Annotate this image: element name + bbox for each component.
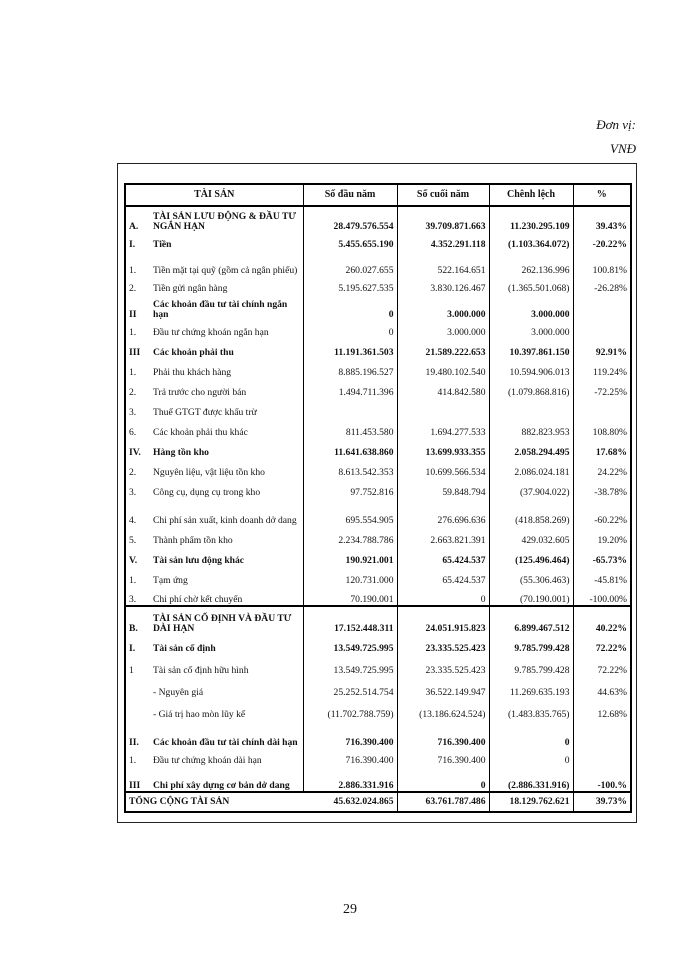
row-name: Các khoản đầu tư tài chính ngắn hạn: [150, 294, 303, 320]
row-start: 11.641.638.860: [303, 438, 397, 458]
row-start: 13.549.725.995: [303, 634, 397, 654]
row-diff: (1.483.835.765): [489, 698, 573, 720]
row-number: 2.: [129, 467, 137, 478]
row-name: Tài sản cố định: [150, 634, 303, 654]
row-name: Tài sản cố định hữu hình: [150, 654, 303, 676]
table-row: [125, 358, 631, 378]
row-number: III: [129, 780, 141, 791]
row-pct: -26.28%: [594, 283, 628, 294]
header-percent: %: [573, 184, 631, 206]
row-end: 59.848.794: [397, 478, 489, 498]
row-diff: (55.306.463): [489, 566, 573, 586]
row-start: 97.752.816: [303, 478, 397, 498]
row-name: Trả trước cho người bán: [150, 378, 303, 398]
row-end: 522.164.651: [397, 250, 489, 276]
row-number: 2.: [129, 387, 137, 398]
table-row: [125, 250, 631, 276]
row-name: Đầu tư chứng khoán ngắn hạn: [150, 320, 303, 338]
row-pct: 72.22%: [597, 665, 628, 676]
row-name: Tiền gửi ngân hàng: [150, 276, 303, 294]
table-row: [125, 294, 631, 320]
table-row: [125, 526, 631, 546]
total-end: 63.761.787.486: [397, 792, 489, 812]
row-pct: -60.22%: [594, 515, 628, 526]
row-number: V.: [129, 555, 138, 566]
row-diff: 0: [489, 748, 573, 766]
row-start: 120.731.000: [303, 566, 397, 586]
row-end: 0: [397, 766, 489, 792]
table-row: [125, 320, 631, 338]
row-end: 716.390.400: [397, 720, 489, 748]
table-row: [125, 458, 631, 478]
table-row: [125, 232, 631, 250]
row-start: 260.027.655: [303, 250, 397, 276]
row-number: A.: [129, 221, 139, 232]
row-diff: 11.269.635.193: [489, 676, 573, 698]
row-name: Đầu tư chứng khoán dài hạn: [150, 748, 303, 766]
table-row: [125, 634, 631, 654]
row-number: 3.: [129, 407, 137, 418]
row-start: [303, 398, 397, 418]
row-number: 5.: [129, 535, 137, 546]
row-name: - Nguyên giá: [150, 676, 303, 698]
table-row: [125, 418, 631, 438]
row-start: 25.252.514.754: [303, 676, 397, 698]
row-number: 3.: [129, 594, 137, 605]
row-end: 414.842.580: [397, 378, 489, 398]
row-end: 3.830.126.467: [397, 276, 489, 294]
row-pct: [573, 720, 631, 748]
row-diff: 3.000.000: [489, 320, 573, 338]
row-diff: 0: [489, 720, 573, 748]
row-diff: 262.136.996: [489, 250, 573, 276]
row-pct: [573, 294, 631, 320]
table-row: [125, 398, 631, 418]
row-end: 65.424.537: [397, 566, 489, 586]
row-name: Chi phí sản xuất, kinh doanh dở dang: [150, 498, 303, 526]
row-diff: (1.365.501.068): [489, 276, 573, 294]
row-end: 23.335.525.423: [397, 654, 489, 676]
row-name: TÀI SẢN CỐ ĐỊNH VÀ ĐẦU TƯ DÀI HẠN: [150, 606, 303, 634]
row-pct: 19.20%: [597, 535, 628, 546]
row-start: 5.455.655.190: [303, 232, 397, 250]
row-number: 1.: [129, 265, 137, 276]
row-diff: (1.103.364.072): [489, 232, 573, 250]
row-name: Chi phí xây dựng cơ bản dở dang: [150, 766, 303, 792]
row-start: 11.191.361.503: [303, 338, 397, 358]
row-name: TÀI SẢN LƯU ĐỘNG & ĐẦU TƯ NGẮN HẠN: [150, 206, 303, 232]
unit-currency: VNĐ: [610, 141, 636, 156]
row-diff: (2.886.331.916): [489, 766, 573, 792]
row-end: 3.000.000: [397, 320, 489, 338]
row-start: 0: [303, 320, 397, 338]
row-number: III: [129, 347, 141, 358]
row-pct: 72.22%: [595, 643, 628, 654]
row-number: [125, 676, 150, 698]
row-start: 811.453.580: [303, 418, 397, 438]
row-end: 3.000.000: [397, 294, 489, 320]
row-diff: 429.032.605: [489, 526, 573, 546]
row-pct: [573, 320, 631, 338]
row-start: 1.494.711.396: [303, 378, 397, 398]
row-end: 13.699.933.355: [397, 438, 489, 458]
row-start: 8.613.542.353: [303, 458, 397, 478]
row-pct: -100.00%: [589, 594, 628, 605]
row-name: Hàng tồn kho: [150, 438, 303, 458]
row-number: 1.: [129, 367, 137, 378]
row-diff: 9.785.799.428: [489, 654, 573, 676]
row-pct: -72.25%: [594, 387, 628, 398]
row-pct: 44.63%: [597, 687, 628, 698]
row-end: 4.352.291.118: [397, 232, 489, 250]
row-pct: 24.22%: [597, 467, 628, 478]
row-pct: 12.68%: [597, 709, 628, 720]
row-pct: [573, 748, 631, 766]
row-number: B.: [125, 606, 150, 634]
row-name: Công cụ, dụng cụ trong kho: [150, 478, 303, 498]
row-start: 70.190.001: [303, 586, 397, 606]
row-diff: (70.190.001): [489, 586, 573, 606]
table-row: [125, 498, 631, 526]
row-number: I.: [129, 239, 136, 250]
table-row: [125, 206, 631, 232]
row-pct: [573, 398, 631, 418]
header-difference: Chênh lệch: [489, 184, 573, 206]
row-diff: 882.823.953: [489, 418, 573, 438]
row-pct: 119.24%: [592, 367, 628, 378]
row-end: 36.522.149.947: [397, 676, 489, 698]
header-start-of-year: Số đầu năm: [303, 184, 397, 206]
row-pct: -45.81%: [594, 575, 628, 586]
row-end: 23.335.525.423: [397, 634, 489, 654]
row-number: 4.: [129, 515, 137, 526]
page-number: 29: [343, 902, 357, 917]
row-number: IV.: [129, 447, 141, 458]
row-name: Phải thu khách hàng: [150, 358, 303, 378]
row-diff: 3.000.000: [489, 294, 573, 320]
row-name: Thuế GTGT được khấu trừ: [150, 398, 303, 418]
row-start: 190.921.001: [303, 546, 397, 566]
row-name: Nguyên liệu, vật liệu tồn kho: [150, 458, 303, 478]
table-row: [125, 606, 631, 634]
row-end: 2.663.821.391: [397, 526, 489, 546]
row-name: Tiền: [150, 232, 303, 250]
row-start: 695.554.905: [303, 498, 397, 526]
row-end: [397, 398, 489, 418]
row-pct: 17.68%: [595, 447, 628, 458]
table-row: [125, 586, 631, 606]
row-pct: 100.81%: [592, 265, 628, 276]
total-start: 45.632.024.865: [303, 792, 397, 812]
total-row: [125, 792, 631, 812]
header-end-of-year: Số cuối năm: [397, 184, 489, 206]
row-number: 1.: [129, 327, 137, 338]
row-diff: 2.086.024.181: [489, 458, 573, 478]
row-number: 1.: [129, 755, 137, 766]
row-name: Các khoản phải thu khác: [150, 418, 303, 438]
header-assets: TÀI SẢN: [125, 184, 303, 206]
row-number: II: [129, 309, 137, 320]
row-end: 1.694.277.533: [397, 418, 489, 438]
row-end: 65.424.537: [397, 546, 489, 566]
row-number: 2.: [129, 283, 137, 294]
row-diff: 10.594.906.013: [489, 358, 573, 378]
row-end: 276.696.636: [397, 498, 489, 526]
row-end: 716.390.400: [397, 748, 489, 766]
row-diff: 2.058.294.495: [489, 438, 573, 458]
row-name: Các khoản đầu tư tài chính dài hạn: [150, 720, 303, 748]
row-diff: 9.785.799.428: [489, 634, 573, 654]
table-row: [125, 720, 631, 748]
table-header-row: [125, 184, 631, 206]
row-start: 2.234.788.786: [303, 526, 397, 546]
row-name: - Giá trị hao mòn lũy kế: [150, 698, 303, 720]
table-row: [125, 676, 631, 698]
table-row: [125, 698, 631, 720]
row-pct: 39.43%: [595, 221, 628, 232]
row-pct: -100.%: [597, 780, 628, 791]
table-row: [125, 276, 631, 294]
row-start: 13.549.725.995: [303, 654, 397, 676]
row-end: 24.051.915.823: [397, 606, 489, 634]
table-row: [125, 478, 631, 498]
row-start: 5.195.627.535: [303, 276, 397, 294]
row-diff: (125.496.464): [489, 546, 573, 566]
row-diff: [489, 398, 573, 418]
row-name: Tạm ứng: [150, 566, 303, 586]
row-name: Tài sản lưu động khác: [150, 546, 303, 566]
table-row: [125, 378, 631, 398]
row-end: (13.186.624.524): [397, 698, 489, 720]
row-pct: 40.22%: [573, 606, 631, 634]
row-number: 1: [129, 665, 134, 676]
row-start: 716.390.400: [303, 720, 397, 748]
row-name: Các khoản phải thu: [150, 338, 303, 358]
total-label: TỔNG CỘNG TÀI SẢN: [125, 792, 303, 812]
row-diff: 11.230.295.109: [489, 206, 573, 232]
row-diff: (1.079.868.816): [489, 378, 573, 398]
row-start: 2.886.331.916: [303, 766, 397, 792]
row-pct: -38.78%: [594, 487, 628, 498]
row-start: 716.390.400: [303, 748, 397, 766]
row-name: Chi phí chờ kết chuyển: [150, 586, 303, 606]
total-diff: 18.129.762.621: [489, 792, 573, 812]
row-end: 21.589.222.653: [397, 338, 489, 358]
table-row: [125, 566, 631, 586]
unit-label: Đơn vị:: [596, 117, 636, 132]
row-start: 8.885.196.527: [303, 358, 397, 378]
row-start: (11.702.788.759): [303, 698, 397, 720]
row-number: II.: [129, 737, 139, 748]
table-row: [125, 438, 631, 458]
row-pct: 92.91%: [595, 347, 628, 358]
row-start: 17.152.448.311: [303, 606, 397, 634]
balance-sheet-table: [124, 183, 632, 813]
table-row: [125, 546, 631, 566]
row-start: 0: [303, 294, 397, 320]
row-diff: 6.899.467.512: [489, 606, 573, 634]
table-row: [125, 338, 631, 358]
row-number: 6.: [129, 427, 137, 438]
row-number: 1.: [129, 575, 137, 586]
row-number: 3.: [129, 487, 137, 498]
table-row: [125, 766, 631, 792]
row-end: 19.480.102.540: [397, 358, 489, 378]
table-row: [125, 654, 631, 676]
row-end: 39.709.871.663: [397, 206, 489, 232]
table-row: [125, 748, 631, 766]
row-pct: -20.22%: [592, 239, 628, 250]
row-number: [125, 698, 150, 720]
row-diff: (37.904.022): [489, 478, 573, 498]
row-name: Tiền mặt tại quỹ (gồm cả ngân phiếu): [150, 250, 303, 276]
row-pct: 108.80%: [592, 427, 628, 438]
row-start: 28.479.576.554: [303, 206, 397, 232]
row-diff: (418.858.269): [489, 498, 573, 526]
row-number: I.: [129, 643, 136, 654]
total-pct: 39.73%: [573, 792, 631, 812]
row-end: 0: [397, 586, 489, 606]
row-end: 10.699.566.534: [397, 458, 489, 478]
row-diff: 10.397.861.150: [489, 338, 573, 358]
row-pct: -65.73%: [592, 555, 628, 566]
row-name: Thành phẩm tồn kho: [150, 526, 303, 546]
